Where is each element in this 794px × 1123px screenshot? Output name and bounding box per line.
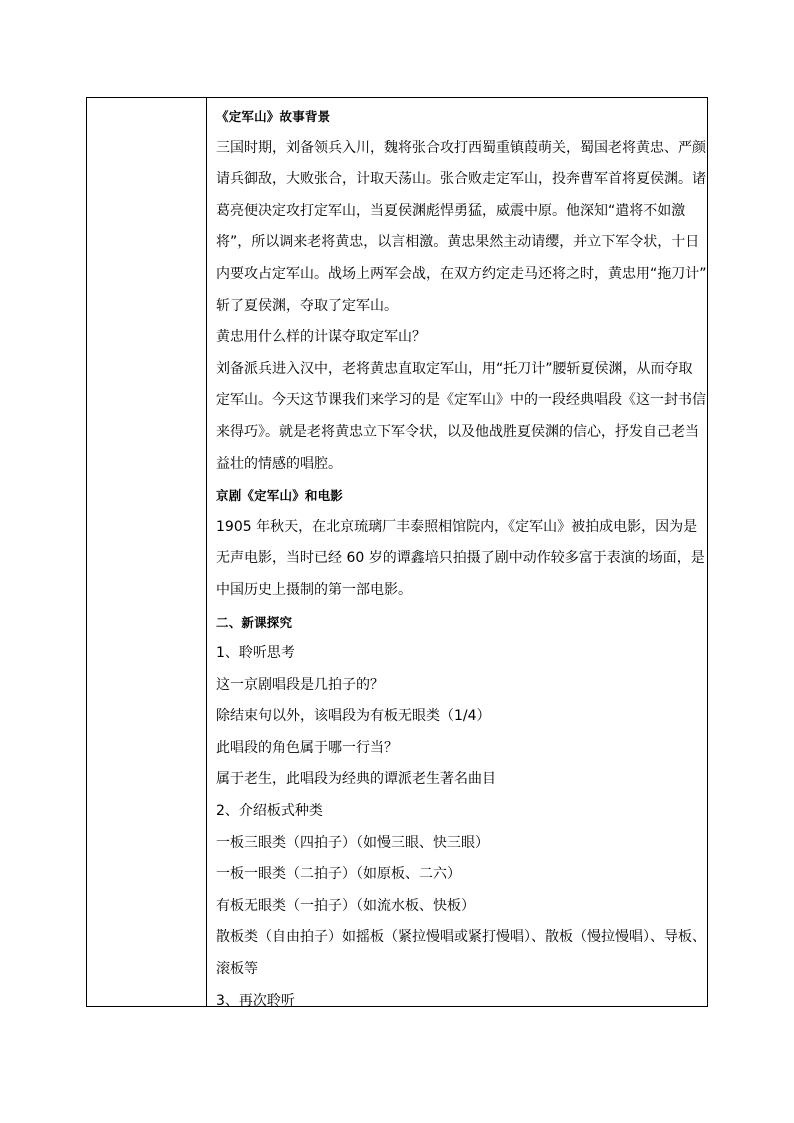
text-line: 滚板等 xyxy=(216,961,258,978)
text-line: 三国时期，刘备领兵入川，魏将张合攻打西蜀重镇葭萌关，蜀国老将黄忠、严颜 xyxy=(216,139,706,156)
section-heading: 二、新课探究 xyxy=(216,614,293,630)
text-line: 益壮的情感的唱腔。 xyxy=(216,455,342,472)
text-line: 请兵御敌，大败张合，计取天荡山。张合败走定军山，投奔曹军首将夏侯渊。诸 xyxy=(216,171,706,188)
table-left-cell xyxy=(87,98,207,1006)
text-line: 属于老生，此唱段为经典的谭派老生著名曲目 xyxy=(216,771,496,788)
text-line: 刘备派兵进入汉中，老将黄忠直取定军山，用“托刀计”腰斩夏侯渊，从而夺取 xyxy=(216,360,693,377)
text-line: 这一京剧唱段是几拍子的？ xyxy=(216,676,384,693)
text-line: 一板一眼类（二拍子）（如原板、二六） xyxy=(216,866,461,883)
text-line: 3、再次聆听 xyxy=(216,992,295,1009)
lesson-table xyxy=(86,97,708,1007)
table-content-cell xyxy=(208,98,707,1009)
text-line: 黄忠用什么样的计谋夺取定军山？ xyxy=(216,329,426,346)
text-line: 定军山。今天这节课我们来学习的是《定军山》中的一段经典唱段《这一封书信 xyxy=(216,392,706,409)
text-line: 中国历史上摄制的第一部电影。 xyxy=(216,581,412,598)
text-line: 无声电影，当时已经 60 岁的谭鑫培只拍摄了剧中动作较多富于表演的场面，是 xyxy=(216,550,705,567)
text-line: 1、聆听思考 xyxy=(216,645,295,662)
text-line: 有板无眼类（一拍子）（如流水板、快板） xyxy=(216,897,475,914)
text-line: 将”，所以调来老将黄忠，以言相激。黄忠果然主动请缨，并立下军令状，十日 xyxy=(216,234,700,251)
text-line: 1905 年秋天，在北京琉璃厂丰泰照相馆院内，《定军山》被拍成电影，因为是 xyxy=(216,518,698,535)
text-line: 此唱段的角色属于哪一行当？ xyxy=(216,739,398,756)
section-heading: 《定军山》故事背景 xyxy=(216,109,331,124)
text-line: 来得巧》。就是老将黄忠立下军令状，以及他战胜夏侯渊的信心，抒发自己老当 xyxy=(216,423,699,440)
text-line: 斩了夏侯渊，夺取了定军山。 xyxy=(216,297,398,314)
text-line: 一板三眼类（四拍子）（如慢三眼、快三眼） xyxy=(216,834,489,851)
text-line: 散板类（自由拍子）如摇板（紧拉慢唱或紧打慢唱）、散板（慢拉慢唱）、导板、 xyxy=(216,929,706,946)
text-line: 2、介绍板式种类 xyxy=(216,803,323,820)
text-line: 内要攻占定军山。战场上两军会战，在双方约定走马还将之时，黄忠用“拖刀计” xyxy=(216,265,707,282)
text-line: 葛亮便决定攻打定军山，当夏侯渊彪悍勇猛，威震中原。他深知“遣将不如激 xyxy=(216,202,686,219)
section-heading: 京剧《定军山》和电影 xyxy=(216,488,344,504)
text-line: 除结束句以外，该唱段为有板无眼类（1/4） xyxy=(216,708,491,725)
